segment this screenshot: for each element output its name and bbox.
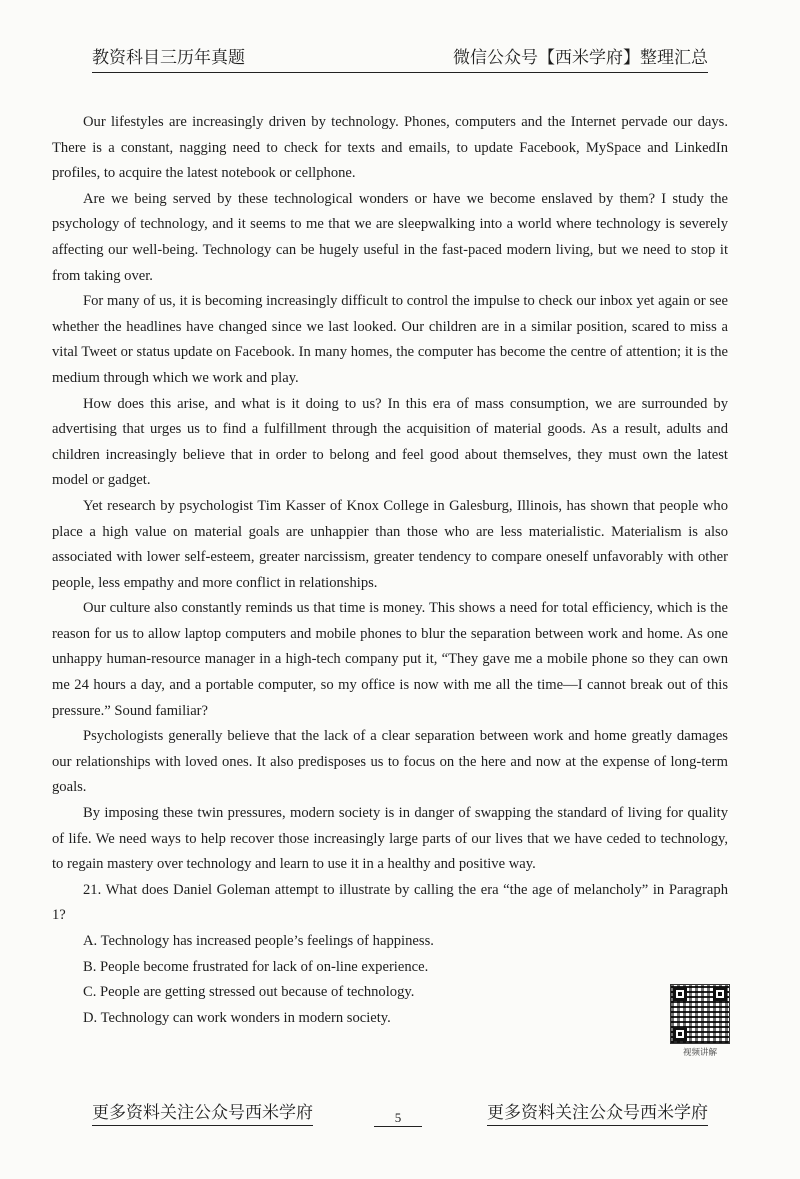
paragraph-3: For many of us, it is becoming increasingly difficult to control the impulse to check our inbox yet again or see whether the headlines have changed since we last looked. Our children are in a similar position, scared to miss a vital Tweet or status update on Facebook. In many homes, the computer has become the centre of attention; it is the medium through which we work and play. xyxy=(52,293,728,386)
header-right-title: 微信公众号【西米学府】整理汇总 xyxy=(453,48,708,68)
qr-caption: 视频讲解 xyxy=(682,1048,717,1058)
qr-code-icon xyxy=(670,984,730,1044)
footer-left-text: 更多资料关注公众号西米学府 xyxy=(92,1098,313,1126)
qr-finder-pattern xyxy=(673,1027,687,1041)
paragraph-2: Are we being served by these technological wonders or have we become enslaved by them? I study the psychology of technology, and it seems to me that we are sleepwalking into a world where technology is severely affecting our well-being. Technology can be hugely useful in the fast-paced modern living, but we need to stop it from taking over. xyxy=(52,190,728,284)
passage-body xyxy=(52,110,728,1031)
option-a: A. Technology has increased people’s feelings of happiness. xyxy=(83,933,434,949)
page-number: 5 xyxy=(374,1110,422,1127)
paragraph-6: Our culture also constantly reminds us that time is money. This shows a need for total efficiency, which is the reason for us to allow laptop computers and mobile phones to blur the separation between work and home. As one unhappy human-resource manager in a high-tech company put it, “They gave me a mobile phone so they can own me 24 hours a day, and a portable computer, so my office is now with me all the time—I cannot break out of this pressure.” Sound familiar? xyxy=(52,600,728,719)
page-header xyxy=(92,44,708,73)
paragraph-7: Psychologists generally believe that the lack of a clear separation between work and home greatly damages our relationships with loved ones. It also predisposes us to focus on the here and now at the expense of long-term goals. xyxy=(52,728,728,796)
paragraph-4: How does this arise, and what is it doing to us? In this era of mass consumption, we are surrounded by advertising that urges us to find a fulfillment through the acquisition of material goods. As a result, adults and children increasingly believe that in order to belong and feel good about themselves, they must own the latest model or gadget. xyxy=(52,395,728,489)
page-footer xyxy=(92,1098,708,1128)
paragraph-8: By imposing these twin pressures, modern society is in danger of swapping the standard of living for quality of life. We need ways to help recover those increasingly large parts of our lives that we have ceded to technology, to regain mastery over technology and learn to use it in a healthy and positive way. xyxy=(52,805,728,873)
header-left-title: 教资科目三历年真题 xyxy=(92,48,245,68)
paragraph-1: Our lifestyles are increasingly driven by technology. Phones, computers and the Internet pervade our days. There is a constant, nagging need to check for texts and emails, to update Facebook, MySpace and LinkedIn profiles, to acquire the latest notebook or cellphone. xyxy=(52,114,728,182)
question-options xyxy=(52,929,728,1031)
option-c: C. People are getting stressed out because of technology. xyxy=(83,984,415,1001)
option-d: D. Technology can work wonders in modern society. xyxy=(83,1009,391,1026)
qr-finder-pattern xyxy=(713,987,727,1001)
option-b: B. People become frustrated for lack of on-line experience. xyxy=(83,958,429,975)
qr-finder-pattern xyxy=(673,987,687,1001)
question-stem: 21. What does Daniel Goleman attempt to illustrate by calling the era “the age of melancholy” in Paragraph 1? xyxy=(52,881,728,924)
footer-right-text: 更多资料关注公众号西米学府 xyxy=(487,1098,708,1126)
paragraph-5: Yet research by psychologist Tim Kasser of Knox College in Galesburg, Illinois, has shown that people who place a high value on material goals are unhappier than those who are less materialistic. Materialism is also associated with lower self-esteem, greater narcissism, greater tendency to compare oneself unfavorably with other people, less empathy and more conflict in relationships. xyxy=(52,497,728,591)
